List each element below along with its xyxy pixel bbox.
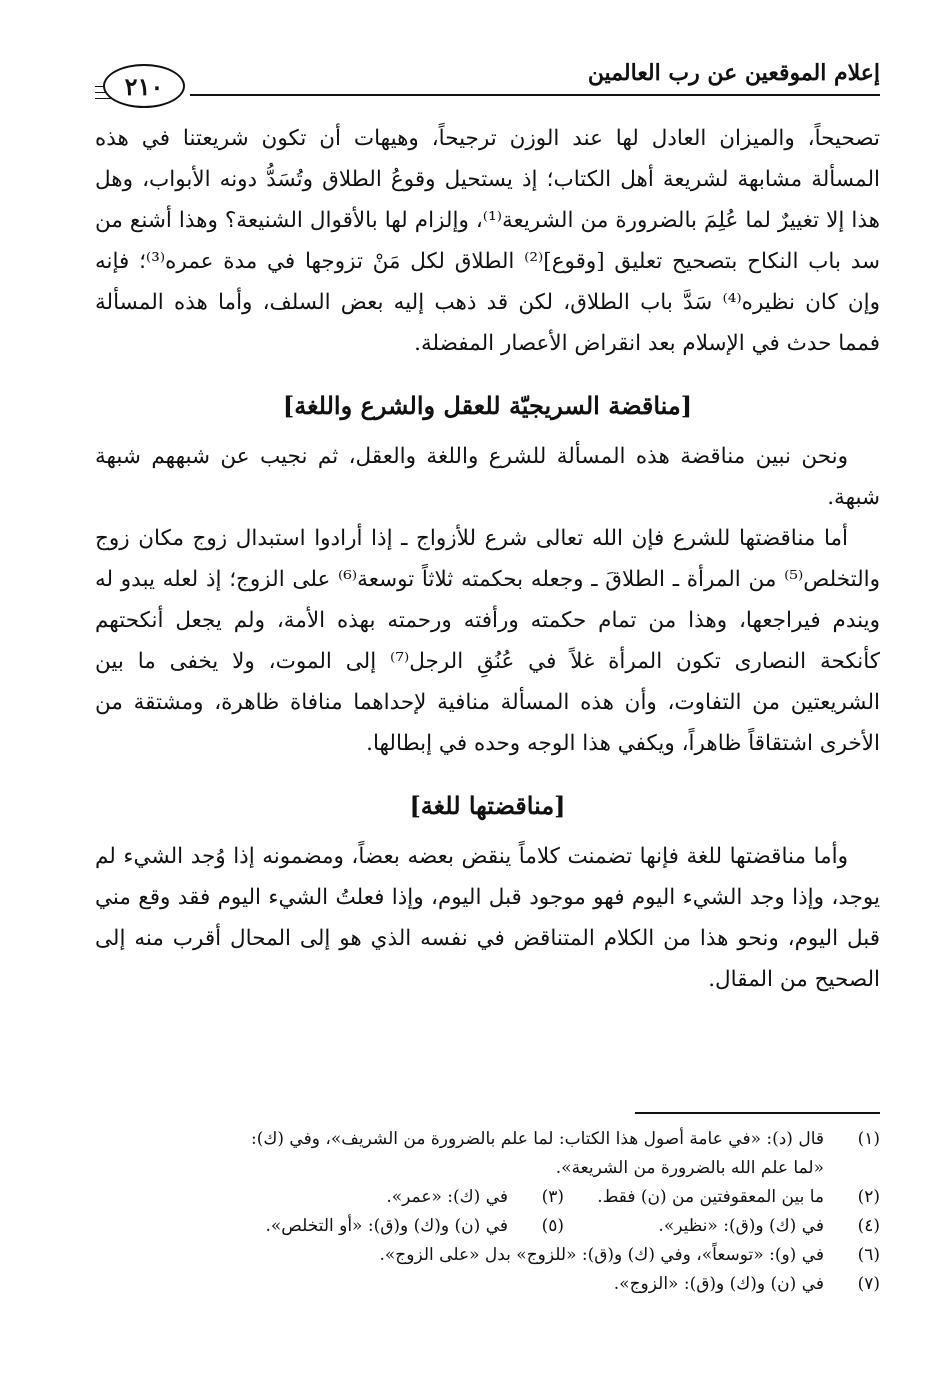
footnote-number: (٧): [857, 1274, 880, 1294]
footnote-text: في (ك): «عمر».: [386, 1187, 508, 1207]
footnote-number: (٤): [857, 1216, 880, 1236]
paragraph: ونحن نبين مناقضة هذه المسألة للشرع واللغة والعقل، ثم نجيب عن شبههم شبهة شبهة.: [95, 444, 880, 510]
footnotes: [80, 1125, 880, 1299]
page-number: ٢١٠: [103, 64, 185, 108]
footnote-text: في (ن) و(ك) و(ق): «أو التخلص».: [265, 1216, 508, 1236]
paragraph: وأما مناقضتها للغة فإنها تضمنت كلاماً ينقض بعضه بعضاً، ومضمونه إذا وُجد الشيء لم يوجد، وإذا وجد الشيء اليوم فهو موجود قبل اليوم، وإذا فعلتُ الشيء اليوم فقد وقع مني قبل اليوم، ونحو هذا من الكلام المتناقض في نفسه الذي هو إلى المحال أقرب منه إلى الصحيح من المقال.: [95, 844, 880, 992]
footnote-text: في (ن) و(ك) و(ق): «الزوج».: [613, 1274, 824, 1294]
paragraph: أما مناقضتها للشرع فإن الله تعالى شرع للأزواج ـ إذا أرادوا استبدال زوج مكان زوج والتخلص⁽⁵⁾ من المرأة ـ الطلاقَ ـ وجعله بحكمته ثلاثاً توسعة⁽⁶⁾ على الزوج؛ إذ لعله يبدو له ويندم فيراجعها، وهذا من تمام حكمته ورأفته ورحمته بهذه الأمة، ولم يجعل أنكحتهم كأنكحة النصارى تكون المرأة غلاً في عُنُقِ الرجل⁽⁷⁾ إلى الموت، ولا يخفى ما بين الشريعتين من التفاوت، وأن هذه المسألة منافية لإحداهما منافاة ظاهرة، ومشتقة من الأخرى اشتقاقاً ظاهراً، ويكفي هذا الوجه وحده في إبطالها.: [95, 526, 881, 756]
footnote: [80, 1241, 880, 1270]
footnote-number: (٦): [857, 1245, 880, 1265]
footnote-number: (٢): [857, 1187, 880, 1207]
footnote-number: (١): [857, 1129, 880, 1149]
main-text: [95, 118, 880, 1000]
section-heading: [مناقضة السريجيّة للعقل والشرع واللغة]: [282, 391, 693, 420]
running-header: [95, 58, 880, 106]
footnote-text: في (و): «توسعاً»، وفي (ك) و(ق): «للزوج» بدل «على الزوج».: [379, 1245, 824, 1265]
footnote-pair: [80, 1183, 880, 1212]
footnote-number: (٥): [541, 1216, 564, 1236]
footnote: [80, 1270, 880, 1299]
footnote-text: قال (د): «في عامة أصول هذا الكتاب: لما علم بالضرورة من الشريف»، وفي (ك):: [251, 1129, 824, 1149]
footnote-continuation: «لما علم الله بالضرورة من الشريعة».: [555, 1158, 824, 1178]
paragraph: تصحيحاً، والميزان العادل لها عند الوزن ترجيحاً، وهيهات أن تكون شريعتنا في هذه المسألة مشابهة لشريعة أهل الكتاب؛ إذ يستحيل وقوعُ الطلاق وتُسَدُّ دونه الأبواب، وهل هذا إلا تغييرٌ لما عُلِمَ بالضرورة من الشريعة⁽¹⁾، وإلزام لها بالأقوال الشنيعة؟ وهذا أشنع من سد باب النكاح بتصحيح تعليق [وقوع]⁽²⁾ الطلاق لكل مَنْ تزوجها في مدة عمره⁽³⁾؛ فإنه وإن كان نظيره⁽⁴⁾ سَدَّ باب الطلاق، لكن قد ذهب إليه بعض السلف، وأما هذه المسألة فمما حدث في الإسلام بعد انقراض الأعصار المفضلة.: [95, 126, 880, 356]
header-rule: [190, 94, 880, 96]
section-heading: [مناقضتها للغة]: [409, 791, 566, 820]
footnote-text: في (ك) و(ق): «نظير».: [658, 1216, 824, 1236]
footnote-number: (٣): [541, 1187, 564, 1207]
footnote-separator: [635, 1112, 880, 1114]
book-title: إعلام الموقعين عن رب العالمين: [587, 60, 880, 86]
footnote-text: ما بين المعقوفتين من (ن) فقط.: [597, 1187, 824, 1207]
footnote: [80, 1125, 880, 1154]
footnote-pair: [80, 1212, 880, 1241]
